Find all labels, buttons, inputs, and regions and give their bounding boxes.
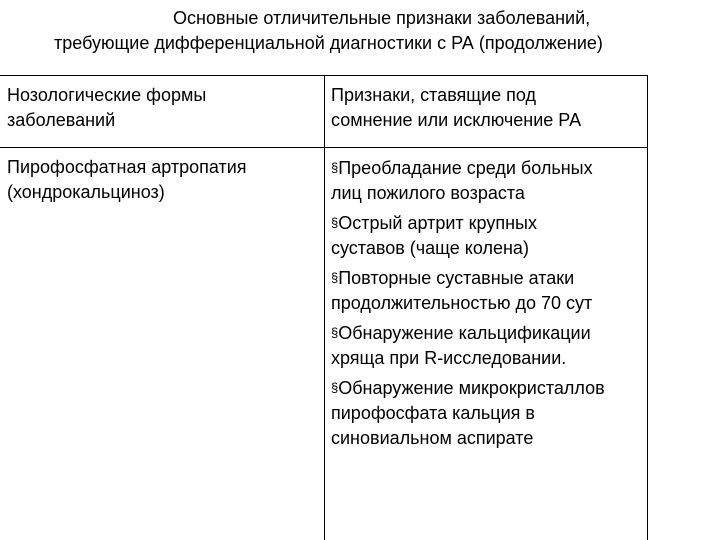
sign-4-line-1: Обнаружение кальцификации	[338, 323, 591, 343]
title-line-2: требующие дифференциальной диагностики с РА (продолжение)	[54, 33, 603, 53]
disease-line-1: Пирофосфатная артропатия	[7, 157, 247, 177]
header-divider	[0, 147, 647, 148]
bullet-icon: §	[331, 160, 339, 175]
sign-3-line-2: продолжительностью до 70 сут	[331, 293, 593, 313]
sign-2-line-2: суставов (чаще колена)	[331, 238, 529, 258]
header-cell-signs	[331, 83, 646, 133]
signs-cell	[331, 155, 646, 455]
disease-line-2: (хондрокальциноз)	[7, 182, 165, 202]
title-line-1: Основные отличительные признаки заболеваний,	[173, 8, 591, 28]
sign-item	[331, 155, 646, 206]
page-title	[0, 6, 720, 56]
column-divider	[324, 76, 325, 540]
sign-4-line-2: хряща при R-исследовании.	[331, 348, 567, 368]
bullet-icon: §	[331, 270, 339, 285]
header-signs-line-2: сомнение или исключение РА	[331, 110, 582, 130]
sign-1-line-2: лиц пожилого возраста	[331, 183, 525, 203]
sign-3-line-1: Повторные суставные атаки	[338, 268, 575, 288]
sign-item	[331, 265, 646, 316]
disease-cell	[7, 155, 317, 205]
sign-item	[331, 320, 646, 371]
bullet-icon: §	[331, 325, 339, 340]
sign-item	[331, 210, 646, 261]
bullet-icon: §	[331, 215, 339, 230]
header-forms-line-1: Нозологические формы	[7, 85, 207, 105]
header-cell-forms	[7, 83, 317, 133]
sign-2-line-1: Острый артрит крупных	[338, 213, 537, 233]
sign-5-line-2: пирофосфата кальция в	[331, 403, 535, 423]
sign-1-line-1: Преобладание среди больных	[338, 158, 593, 178]
sign-5-line-1: Обнаружение микрокристаллов	[338, 378, 605, 398]
sign-5-line-3: синовиальном аспирате	[331, 428, 534, 448]
header-signs-line-1: Признаки, ставящие под	[331, 85, 537, 105]
bullet-icon: §	[331, 380, 339, 395]
sign-item	[331, 375, 646, 451]
header-forms-line-2: заболеваний	[7, 110, 116, 130]
comparison-table	[0, 75, 648, 540]
